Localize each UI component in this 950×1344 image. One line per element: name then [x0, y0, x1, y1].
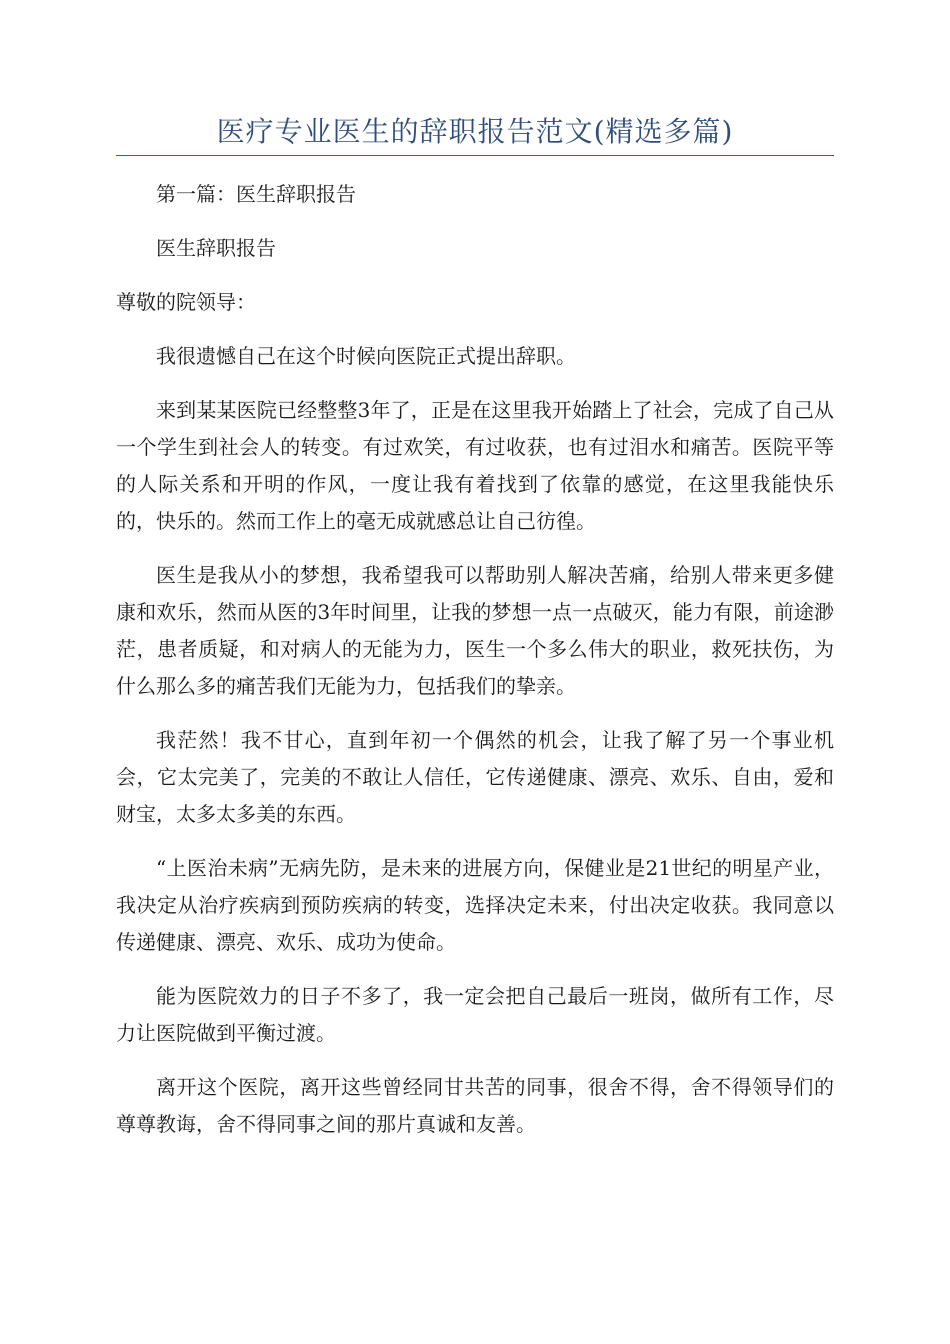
paragraph: 医生是我从小的梦想，我希望我可以帮助别人解决苦痛，给别人带来更多健康和欢乐，然而从医的3年时间里，让我的梦想一点一点破灭，能力有限，前途渺茫，患者质疑，和对病人的无能为力，医生一个多么伟大的职业，救死扶伤，为什么那么多的痛苦我们无能为力，包括我们的挚亲。 [116, 563, 834, 698]
paragraph: “上医治未病”无病先防，是未来的进展方向，保健业是21世纪的明星产业，我决定从治疗疾病到预防疾病的转变，选择决定未来，付出决定收获。我同意以传递健康、漂亮、欢乐、成功为使命。 [116, 856, 834, 954]
paragraph: 我很遗憾自己在这个时候向医院正式提出辞职。 [156, 344, 576, 368]
document-title: 医疗专业医生的辞职报告范文(精选多篇) [216, 115, 734, 148]
document-body [116, 176, 834, 1160]
subtitle: 医生辞职报告 [156, 236, 276, 260]
section-heading: 第一篇：医生辞职报告 [156, 182, 356, 206]
title-underline [116, 155, 834, 156]
paragraph: 我茫然！我不甘心，直到年初一个偶然的机会，让我了解了另一个事业机会，它太完美了，完美的不敢让人信任，它传递健康、漂亮、欢乐、自由，爱和财宝，太多太多美的东西。 [116, 728, 834, 826]
paragraph: 离开这个医院，离开这些曾经同甘共苦的同事，很舍不得，舍不得领导们的尊尊教诲，舍不得同事之间的那片真诚和友善。 [116, 1075, 834, 1136]
paragraph: 能为医院效力的日子不多了，我一定会把自己最后一班岗，做所有工作，尽力让医院做到平衡过渡。 [116, 984, 834, 1045]
salutation: 尊敬的院领导： [116, 290, 256, 314]
paragraph: 来到某某医院已经整整3年了，正是在这里我开始踏上了社会，完成了自己从一个学生到社会人的转变。有过欢笑，有过收获，也有过泪水和痛苦。医院平等的人际关系和开明的作风，一度让我有着找到了依靠的感觉，在这里我能快乐的，快乐的。然而工作上的毫无成就感总让自己彷徨。 [116, 398, 834, 533]
